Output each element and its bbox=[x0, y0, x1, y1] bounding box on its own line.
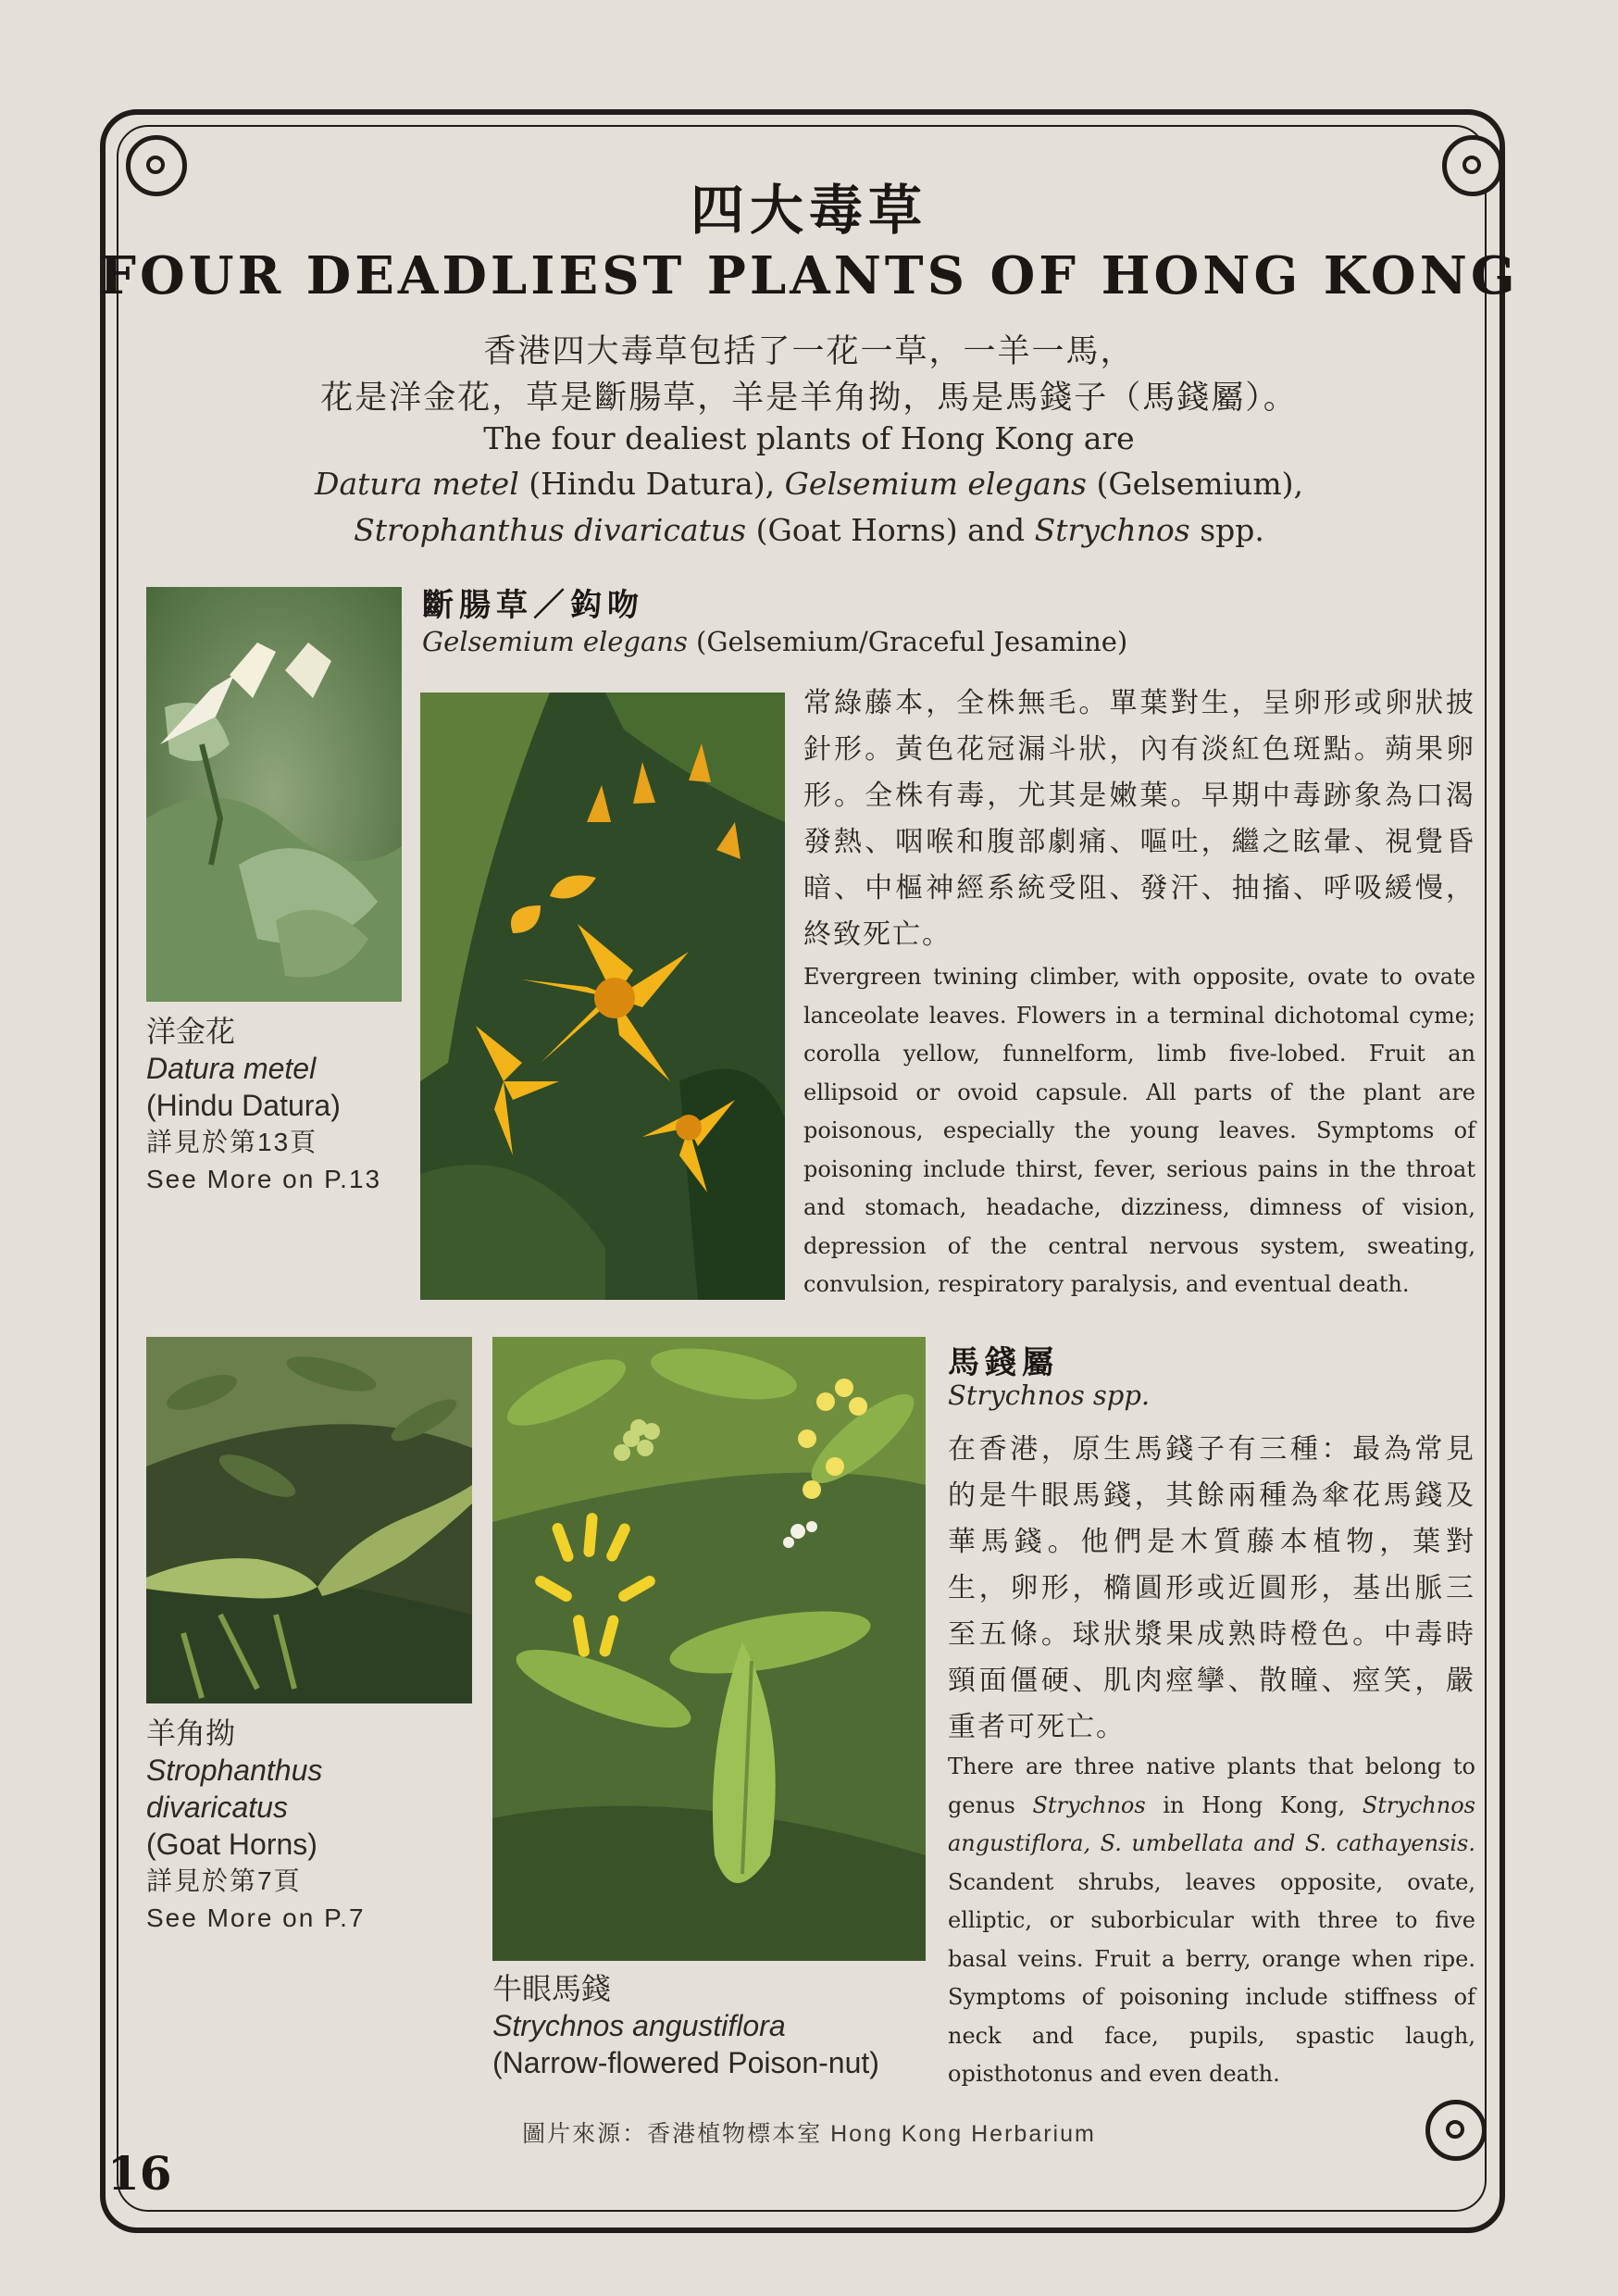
common-name: (Gelsemium), bbox=[1086, 466, 1303, 502]
gelsemium-photo bbox=[420, 693, 785, 1300]
datura-photo bbox=[146, 587, 402, 1002]
strophanthus-name-en: (Goat Horns) bbox=[146, 1828, 317, 1861]
strychnos-photo-name-zh: 牛眼馬錢 bbox=[492, 1972, 612, 2005]
strophanthus-ref-zh: 詳見於第7頁 bbox=[146, 1866, 302, 1895]
intro-en-line3 bbox=[0, 512, 1618, 548]
latin-name: Gelsemium elegans bbox=[784, 466, 1087, 502]
datura-caption bbox=[146, 1013, 381, 1198]
common-name: spp. bbox=[1189, 512, 1264, 548]
intro-zh-line1: 香港四大毒草包括了一花一草，一羊一馬， bbox=[483, 333, 1135, 370]
latin-name: Strychnos bbox=[1032, 1791, 1146, 1818]
common-name: (Gelsemium/Graceful Jesamine) bbox=[687, 626, 1128, 657]
body-text: There are three native plants that belong to genus bbox=[948, 1753, 1475, 1818]
latin-name: Strychnos angustiflora, S. umbellata and S. cathayensis. bbox=[948, 1791, 1475, 1856]
strychnos-photo bbox=[492, 1337, 926, 1961]
strychnos-photo-caption bbox=[492, 1970, 879, 2081]
strophanthus-name-latin: Strophanthus bbox=[146, 1753, 323, 1787]
latin-name: Datura metel bbox=[315, 466, 519, 502]
strophanthus-name-latin: divaricatus bbox=[146, 1791, 288, 1824]
strychnos-heading: 馬錢屬 bbox=[948, 1344, 1059, 1381]
gelsemium-body-en: Evergreen twining climber, with opposite, ovate to ovate lanceolate leaves. Flowers in a terminal dichotomal cyme; corolla yellow, funnelform, limb five-lobed. Fruit an ellipsoid or ovoid capsule. All parts of the plant are poisonous, especially the young leaves. Symptoms of poisoning include thirst, fever, serious pains in the throat and stomach, headache, dizziness, dimness of vision, depression of the central nervous system, sweating, convulsion, respiratory paralysis, and eventual death. bbox=[803, 964, 1475, 1297]
intro-zh-line2: 花是洋金花，草是斷腸草，羊是羊角拗，馬是馬錢子（馬錢屬）。 bbox=[320, 380, 1298, 417]
intro-en-line1: The four dealiest plants of Hong Kong are bbox=[483, 420, 1135, 456]
gelsemium-subtitle bbox=[422, 626, 1127, 657]
strychnos-body-en bbox=[948, 1748, 1475, 2094]
page-title-zh: 四大毒草 bbox=[690, 179, 927, 242]
common-name: (Hindu Datura), bbox=[518, 466, 785, 502]
strychnos-photo-name-en: (Narrow-flowered Poison-nut) bbox=[492, 2046, 879, 2079]
latin-name: Strophanthus divaricatus bbox=[354, 512, 747, 548]
strophanthus-photo bbox=[146, 1337, 472, 1703]
page-number: 16 bbox=[107, 2146, 172, 2201]
strychnos-photo-name-latin: Strychnos angustiflora bbox=[492, 2009, 786, 2042]
body-text: Scandent shrubs, leaves opposite, ovate, elliptic, or suborbicular with three to five basal veins. Fruit a berry, orange when ripe. Symptoms of poisoning include stiffness of neck and face, pupils, spastic laugh, opisthotonus and even death. bbox=[948, 1868, 1475, 2087]
gelsemium-body-zh: 常綠藤本，全株無毛。單葉對生，呈卵形或卵狀披針形。黃色花冠漏斗狀，內有淡紅色斑點。蒴果卵形。全株有毒，尤其是嫩葉。早期中毒跡象為口渴發熱、咽喉和腹部劇痛、嘔吐，繼之眩暈、視覺昏暗、中樞神經系統受阻、發汗、抽搐、呼吸緩慢，終致死亡。 bbox=[803, 687, 1475, 951]
gelsemium-heading: 斷腸草／鈎吻 bbox=[422, 587, 644, 624]
image-credit: 圖片來源：香港植物標本室 Hong Kong Herbarium bbox=[522, 2121, 1096, 2147]
strychnos-body-zh: 在香港，原生馬錢子有三種：最為常見的是牛眼馬錢，其餘兩種為傘花馬錢及華馬錢。他們是木質藤本植物，葉對生，卵形，橢圓形或近圓形，基出脈三至五條。球狀漿果成熟時橙色。中毒時頸面僵硬、肌肉痙攣、散瞳、痙笑，嚴重者可死亡。 bbox=[948, 1433, 1475, 1743]
strophanthus-name-zh: 羊角拗 bbox=[146, 1716, 236, 1750]
common-name: (Goat Horns) and bbox=[746, 512, 1035, 548]
datura-name-latin: Datura metel bbox=[146, 1052, 317, 1085]
strophanthus-ref-en: See More on P.7 bbox=[146, 1903, 366, 1932]
latin-name: Gelsemium elegans bbox=[422, 626, 688, 657]
latin-name: Strychnos bbox=[1034, 512, 1190, 548]
strychnos-subtitle: Strychnos spp. bbox=[948, 1379, 1151, 1411]
datura-name-zh: 洋金花 bbox=[146, 1015, 236, 1048]
datura-name-en: (Hindu Datura) bbox=[146, 1089, 341, 1122]
datura-ref-zh: 詳見於第13頁 bbox=[146, 1128, 318, 1156]
strophanthus-caption bbox=[146, 1715, 366, 1937]
page-title-en: FOUR DEADLIEST PLANTS OF HONG KONG bbox=[99, 245, 1519, 306]
datura-ref-en: See More on P.13 bbox=[146, 1165, 382, 1193]
intro-en-line2 bbox=[0, 466, 1618, 502]
body-text: in Hong Kong, bbox=[1145, 1791, 1363, 1818]
